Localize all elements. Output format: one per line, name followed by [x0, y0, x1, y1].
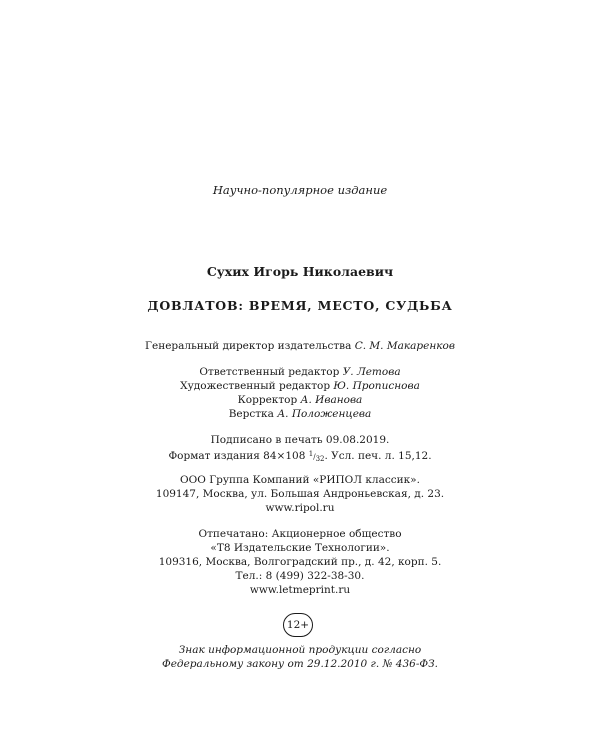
staff-line-layout [0, 407, 600, 421]
printer-site: www.letmeprint.ru [249, 584, 351, 596]
notice-line-2: Федеральному закону от 29.12.2010 г. № 436-ФЗ. [162, 658, 438, 670]
author-name: Сухих Игорь Николаевич [206, 264, 394, 279]
staff-name: Ю. Прописнова [333, 380, 420, 392]
age-rating-badge: 12+ [283, 613, 313, 637]
printer-address: 109316, Москва, Волгоградский пр., д. 42, корп. 5. [158, 556, 442, 568]
fraction-numerator: 1 [308, 450, 314, 458]
publisher-name: ООО Группа Компаний «РИПОЛ классик». [180, 474, 420, 486]
printer-line-2: «Т8 Издательские Технологии». [210, 542, 390, 554]
notice-line-1: Знак информационной продукции согласно [178, 644, 422, 656]
staff-role: Ответственный редактор [199, 366, 340, 378]
print-format [0, 447, 600, 466]
director-role: Генеральный директор издательства [145, 340, 352, 352]
fraction-denominator: 32 [315, 455, 325, 463]
format-suffix: . Усл. печ. л. 15,12. [324, 450, 432, 462]
staff-role: Верстка [228, 408, 274, 420]
staff-role: Художественный редактор [180, 380, 331, 392]
format-fraction: 1/32 [308, 450, 325, 463]
director-name: С. М. Макаренков [354, 340, 455, 352]
publisher-address: 109147, Москва, ул. Большая Андроньевская, д. 23. [155, 488, 445, 500]
director-line [0, 339, 600, 353]
staff-line-editor [0, 365, 600, 379]
staff-name: А. Положенцева [277, 408, 372, 420]
staff-name: У. Летова [342, 366, 401, 378]
staff-name: А. Иванова [300, 394, 363, 406]
printer-phone: Тел.: 8 (499) 322-38-30. [235, 570, 365, 582]
staff-line-art-editor [0, 379, 600, 393]
print-signed: Подписано в печать 09.08.2019. [210, 434, 390, 446]
book-title: ДОВЛАТОВ: ВРЕМЯ, МЕСТО, СУДЬБА [147, 298, 453, 313]
staff-line-corrector [0, 393, 600, 407]
edition-type: Научно-популярное издание [212, 183, 388, 197]
publisher-site: www.ripol.ru [265, 502, 335, 514]
staff-role: Корректор [237, 394, 298, 406]
format-prefix: Формат издания 84×108 [168, 450, 306, 462]
printer-line-1: Отпечатано: Акционерное общество [198, 528, 402, 540]
